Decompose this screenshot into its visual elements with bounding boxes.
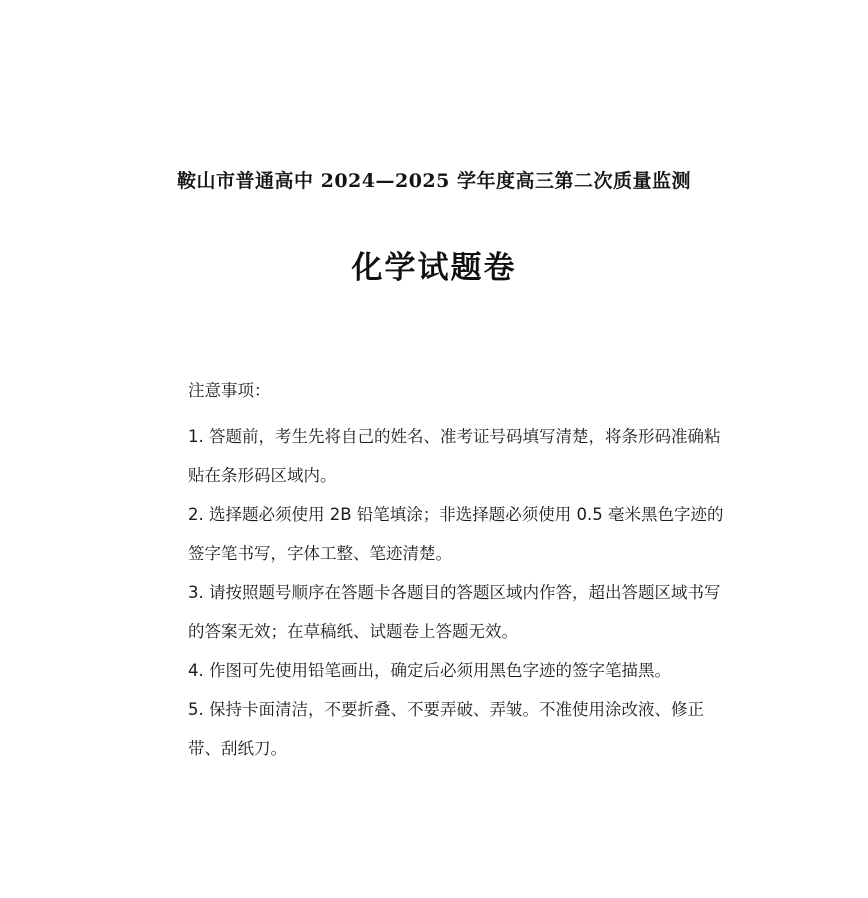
notes-section bbox=[188, 377, 728, 768]
exam-subtitle: 鞍山市普通高中 2024—2025 学年度高三第二次质量监测 bbox=[177, 170, 691, 192]
note-item: 4. 作图可先使用铅笔画出，确定后必须用黑色字迹的签字笔描黑。 bbox=[188, 661, 671, 680]
note-item: 2. 选择题必须使用 2B 铅笔填涂；非选择题必须使用 0.5 毫米黑色字迹的签字笔书写，字体工整、笔迹清楚。 bbox=[188, 505, 724, 563]
exam-title: 化学试题卷 bbox=[351, 250, 517, 286]
note-item: 1. 答题前，考生先将自己的姓名、准考证号码填写清楚，将条形码准确粘贴在条形码区域内。 bbox=[188, 427, 721, 485]
note-item: 5. 保持卡面清洁，不要折叠、不要弄破、弄皱。不准使用涂改液、修正带、刮纸刀。 bbox=[188, 700, 704, 758]
notes-header: 注意事项： bbox=[188, 381, 271, 400]
note-item: 3. 请按照题号顺序在答题卡各题目的答题区域内作答，超出答题区域书写的答案无效；在草稿纸、试题卷上答题无效。 bbox=[188, 583, 721, 641]
